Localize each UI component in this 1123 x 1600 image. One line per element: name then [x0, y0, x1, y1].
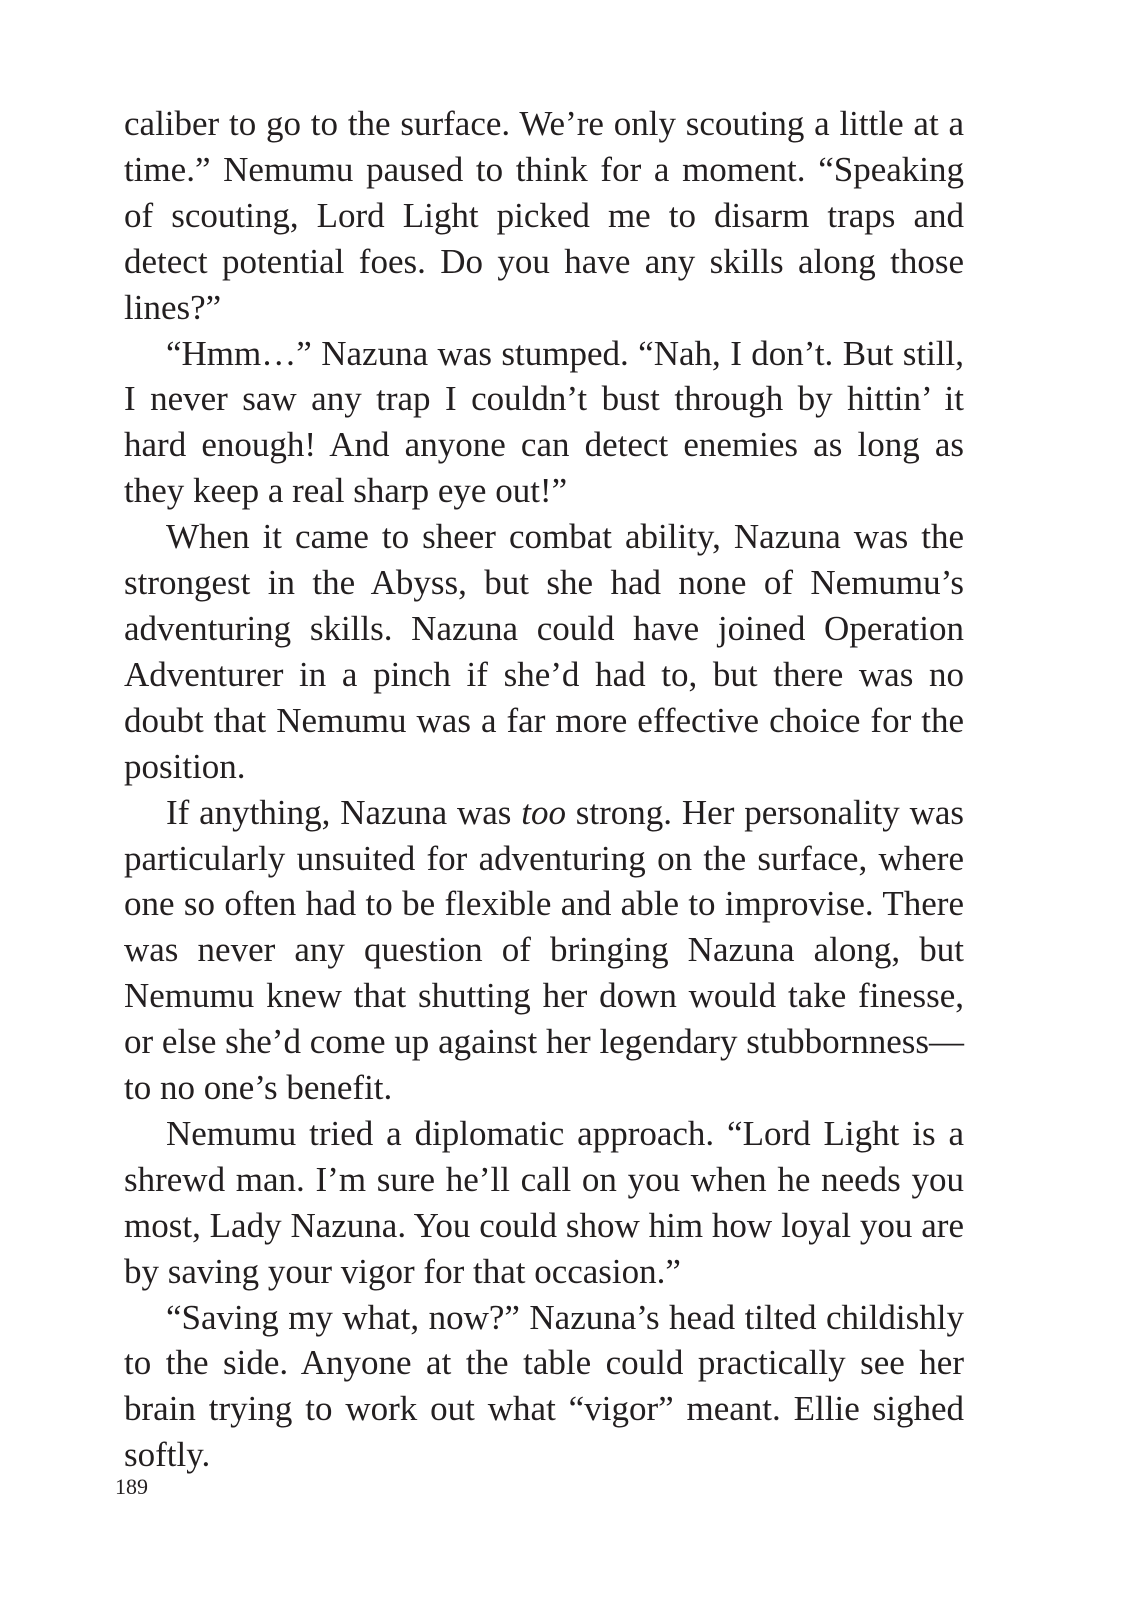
paragraph-4 [124, 790, 964, 1111]
paragraph-3: When it came to sheer combat ability, Nazuna was the strongest in the Abyss, but she had none of Nemumu’s adventuring skills. Nazuna could have joined Operation Adventurer in a pinch if she’d had to, but there was no doubt that Nemumu was a far more effective choice for the position. [124, 517, 964, 786]
page-number: 189 [115, 1474, 148, 1499]
body-text [124, 101, 964, 1478]
paragraph-4-tail: strong. [565, 792, 682, 832]
paragraph-1: caliber to go to the surface. We’re only scouting a little at a time.” Nemumu paused to think for a moment. “Speaking of scouting, Lord Light picked me to disarm traps and detect potential foes. Do you have any skills along those lines?” [124, 104, 964, 327]
paragraph-2: “Hmm…” Nazuna was stumped. “Nah, I don’t. But still, I never saw any trap I couldn’t bust through by hittin’ it hard enough! And anyone can detect enemies as long as they keep a real sharp eye out!” [124, 333, 964, 511]
paragraph-4-rest: Her personality was particularly unsuited for adventuring on the surface, where one so often had to be flexible and able to improvise. There was never any question of bringing Nazuna along, but Nemumu knew that shutting her down would take finesse, or else she’d come up against her legendary stubbornness—to no one’s benefit. [124, 792, 965, 1108]
paragraph-4-lead: If anything, Nazuna was [166, 792, 522, 832]
paragraph-4-emphasis: too [521, 792, 566, 832]
paragraph-6: “Saving my what, now?” Nazuna’s head tilted childishly to the side. Anyone at the table could practically see her brain trying to work out what “vigor” meant. Ellie sighed softly. [124, 1297, 964, 1475]
paragraph-5: Nemumu tried a diplomatic approach. “Lord Light is a shrewd man. I’m sure he’ll call on you when he needs you most, Lady Nazuna. You could show him how loyal you are by saving your vigor for that occasion.” [124, 1113, 964, 1291]
